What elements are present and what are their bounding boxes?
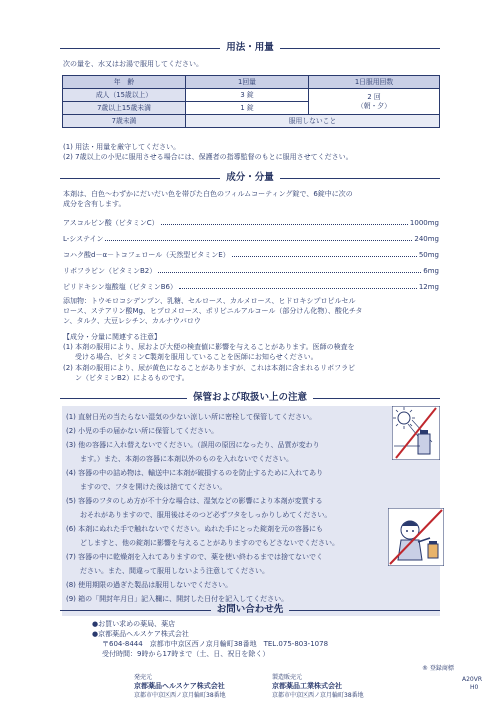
ingredient-row: アスコルビン酸（ビタミンC） 1000mg: [63, 219, 439, 227]
contact-line: ●お買い求めの薬局、薬店: [92, 620, 176, 628]
storage-item: (6) 本剤にぬれた手で触れないでください。ぬれた手にとった錠剤を元の容器にも: [66, 525, 323, 533]
storage-item: (2) 小児の手の届かない所に保管してください。: [66, 427, 219, 435]
related-caution-title: 【成分・分量に関連する注意】: [63, 333, 161, 341]
contact-line: 〒604-8444 京都市中京区西ノ京月輪町38番地 TEL.075-803-1078: [102, 640, 329, 648]
table-row: 成人（15歳以上） 3 錠 2 回 （朝・夕）: [63, 89, 440, 102]
seller-name: 京都薬品ヘルスケア株式会社: [134, 682, 225, 690]
table-header: 1回量: [186, 76, 309, 89]
table-header: 年 齢: [63, 76, 186, 89]
storage-section-title: 保管および取扱い上の注意: [60, 392, 440, 404]
storage-item: (5) 容器のフタのしめ方が不十分な場合は、湿気などの影響により本剤が変質する: [66, 497, 323, 505]
ingredients-intro: 成分を含有します。: [63, 200, 126, 208]
product-code: A20VR: [462, 676, 483, 683]
storage-item: おそれがありますので、服用後はそのつど必ずフタをしっかりしめてください。: [80, 511, 332, 519]
usage-note: (1) 用法・用量を厳守してください。: [63, 143, 181, 151]
related-caution: (2) 本剤の服用により、尿が黄色になることがありますが、これは本剤に含まれるリボフラビ: [63, 364, 356, 372]
storage-item: (1) 直射日光の当たらない湿気の少ない涼しい所に密栓して保管してください。: [66, 413, 317, 421]
ingredient-row: リボフラビン（ビタミンB2） 6mg: [63, 267, 439, 275]
usage-section-title: 用法・用量: [60, 42, 440, 54]
additives-text: ロース、ステアリン酸Mg、ヒプロメロース、ポリビニルアルコール（部分けん化物）、酸化チタ: [63, 307, 363, 315]
additives-text: ン、タルク、大豆レシチン、カルナウバロウ: [63, 317, 201, 325]
trademark-note: ® 登録商標: [422, 665, 454, 672]
maker-name: 京都薬品工業株式会社: [272, 682, 342, 690]
seller-address: 京都市中京区西ノ京月輪町38番地: [134, 692, 226, 699]
maker-address: 京都市中京区西ノ京月輪町38番地: [272, 692, 364, 699]
table-row: 7歳以上15歳未満 1 錠: [63, 102, 440, 115]
child-illustration-icon: [388, 508, 444, 566]
ingredients-intro: 本剤は、白色〜わずかにだいだい色を帯びた白色のフィルムコーティング錠で、6錠中に次の: [63, 190, 353, 198]
table-row: 7歳未満 服用しないこと: [63, 115, 440, 128]
sun-bottle-illustration-icon: [392, 406, 440, 460]
table-header: 1日服用回数: [309, 76, 440, 89]
storage-item: ださい。また、間違って服用しないよう注意してください。: [80, 567, 269, 575]
related-caution: (1) 本剤の服用により、尿および大便の検査値に影響を与えることがあります。医師の検査を: [63, 343, 355, 351]
contact-line: 受付時間：9時から17時まで（土、日、祝日を除く）: [102, 650, 270, 658]
storage-item: ますので、フタを開けた後は捨ててください。: [80, 483, 227, 491]
usage-intro: 次の量を、水又はお湯で服用してください。: [63, 60, 203, 68]
storage-item: ます。）また、本剤の容器に本剤以外のものを入れないでください。: [80, 455, 293, 463]
contact-section-title: お問い合わせ先: [60, 604, 440, 616]
dosage-table: [62, 75, 440, 128]
maker-label: 製造販売元: [272, 674, 303, 681]
storage-item: (7) 容器の中に乾燥剤を入れてありますので、薬を使い終わるまでは捨てないでく: [66, 553, 323, 561]
related-caution: 受ける場合、ビタミンC製剤を服用していることを医師にお知らせください。: [75, 353, 318, 361]
times-cell: 2 回 （朝・夕）: [309, 89, 440, 115]
storage-item: どしますと、他の錠剤に影響を与えることがありますのでもどさないでください。: [80, 539, 339, 547]
ingredient-row: L-システイン 240mg: [63, 235, 439, 243]
storage-item: (3) 他の容器に入れ替えないでください。（誤用の原因になったり、品質が変わり: [66, 441, 320, 449]
ingredient-row: ピリドキシン塩酸塩（ビタミンB6） 12mg: [63, 283, 439, 291]
ingredient-row: コハク酸d－α－トコフェロール（天然型ビタミンE） 50mg: [63, 251, 439, 259]
seller-label: 発売元: [134, 674, 153, 681]
usage-note: (2) 7歳以上の小児に服用させる場合には、保護者の指導監督のもとに服用させてください。: [63, 153, 353, 161]
product-code: H0: [470, 684, 479, 691]
ingredients-section-title: 成分・分量: [60, 172, 440, 184]
storage-item: (4) 容器の中の詰め物は、輸送中に本剤が破損するのを防止するために入れてあり: [66, 469, 324, 477]
contact-line: ●京都薬品ヘルスケア株式会社: [92, 630, 189, 638]
additives-text: 添加物：トウモロコシデンプン、乳糖、セルロース、カルメロース、ヒドロキシプロピルセル: [63, 297, 356, 305]
related-caution: ン（ビタミンB2）によるものです。: [75, 374, 189, 382]
storage-item: (8) 使用期限の過ぎた製品は服用しないでください。: [66, 581, 233, 589]
storage-item: (9) 箱の「開封年月日」記入欄に、開封した日付を記入してください。: [66, 595, 289, 603]
